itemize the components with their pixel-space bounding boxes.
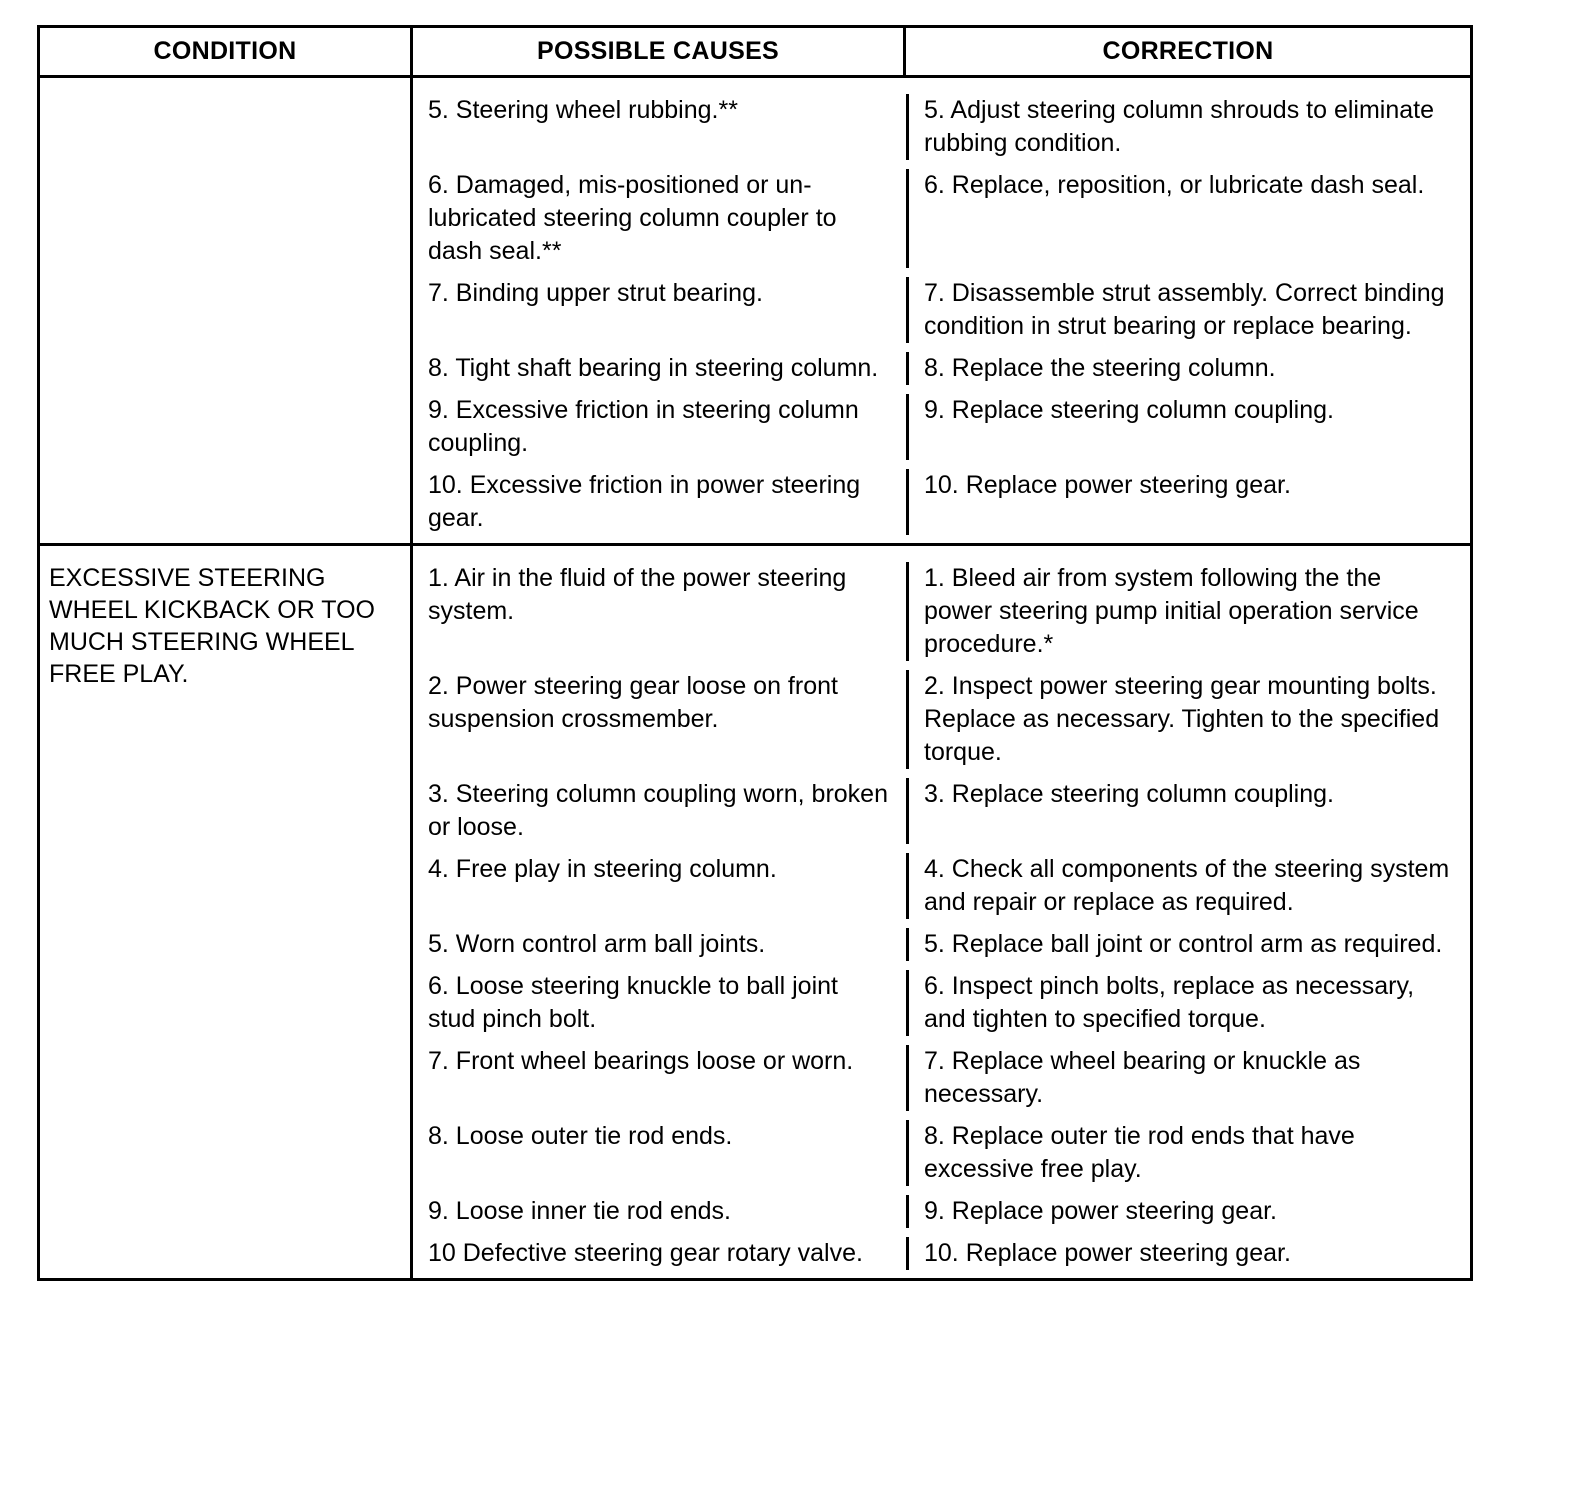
possible-cause: 2. Power steering gear loose on front suspension crossmember. — [428, 672, 838, 733]
correction: 1. Bleed air from system following the the power steering pump initial operation service procedure.* — [906, 562, 1470, 661]
table-row — [413, 1120, 1470, 1186]
possible-cause: 6. Loose steering knuckle to ball joint stud pinch bolt. — [428, 972, 838, 1033]
correction: 8. Replace the steering column. — [906, 352, 1470, 385]
table-row — [413, 928, 1470, 961]
items-cell — [410, 78, 1470, 543]
correction: 6. Inspect pinch bolts, replace as necessary, and tighten to specified torque. — [906, 970, 1470, 1036]
table-row — [413, 853, 1470, 919]
correction: 10. Replace power steering gear. — [906, 1237, 1470, 1270]
diagnosis-table — [37, 25, 1473, 1281]
correction: 7. Replace wheel bearing or knuckle as necessary. — [906, 1045, 1470, 1111]
condition-cell: EXCESSIVE STEERING WHEEL KICKBACK OR TOO MUCH STEERING WHEEL FREE PLAY. — [49, 564, 376, 688]
possible-cause: 8. Tight shaft bearing in steering column. — [428, 354, 879, 382]
table-row — [413, 469, 1470, 535]
possible-cause: 10. Excessive friction in power steering gear. — [428, 471, 861, 532]
table-section-steering-kickback — [40, 546, 1470, 1278]
correction: 10. Replace power steering gear. — [906, 469, 1470, 535]
possible-cause: 5. Worn control arm ball joints. — [428, 930, 766, 958]
possible-cause: 8. Loose outer tie rod ends. — [428, 1122, 733, 1150]
possible-cause: 7. Binding upper strut bearing. — [428, 279, 763, 307]
header-possible-causes: POSSIBLE CAUSES — [410, 28, 903, 75]
table-row — [413, 778, 1470, 844]
table-section-continued — [40, 78, 1470, 546]
possible-cause: 6. Damaged, mis-positioned or un-lubricated steering column coupler to dash seal.** — [428, 171, 837, 265]
items-cell — [410, 546, 1470, 1278]
table-row — [413, 1045, 1470, 1111]
possible-cause: 9. Excessive friction in steering column coupling. — [428, 396, 859, 457]
table-row — [413, 169, 1470, 268]
table-row — [413, 94, 1470, 160]
possible-cause: 10 Defective steering gear rotary valve. — [428, 1239, 863, 1267]
correction: 7. Disassemble strut assembly. Correct binding condition in strut bearing or replace bearing. — [906, 277, 1470, 343]
correction: 9. Replace steering column coupling. — [906, 394, 1470, 460]
possible-cause: 5. Steering wheel rubbing.** — [428, 96, 738, 124]
correction: 4. Check all components of the steering system and repair or replace as required. — [906, 853, 1470, 919]
possible-cause: 4. Free play in steering column. — [428, 855, 777, 883]
correction: 9. Replace power steering gear. — [906, 1195, 1470, 1228]
possible-cause: 3. Steering column coupling worn, broken or loose. — [428, 780, 888, 841]
possible-cause: 7. Front wheel bearings loose or worn. — [428, 1047, 854, 1075]
correction: 2. Inspect power steering gear mounting bolts. Replace as necessary. Tighten to the specified torque. — [906, 670, 1470, 769]
correction: 5. Replace ball joint or control arm as required. — [906, 928, 1470, 961]
table-row — [413, 394, 1470, 460]
header-correction: CORRECTION — [903, 28, 1470, 75]
table-row — [413, 970, 1470, 1036]
table-row — [413, 562, 1470, 661]
correction: 6. Replace, reposition, or lubricate dash seal. — [906, 169, 1470, 268]
correction: 8. Replace outer tie rod ends that have excessive free play. — [906, 1120, 1470, 1186]
header-condition: CONDITION — [153, 37, 297, 65]
condition-cell — [40, 78, 410, 543]
correction: 5. Adjust steering column shrouds to eliminate rubbing condition. — [906, 94, 1470, 160]
table-row — [413, 1237, 1470, 1270]
table-header-row — [40, 28, 1470, 78]
possible-cause: 9. Loose inner tie rod ends. — [428, 1197, 731, 1225]
possible-cause: 1. Air in the fluid of the power steering system. — [428, 564, 847, 625]
table-row — [413, 1195, 1470, 1228]
table-row — [413, 670, 1470, 769]
table-row — [413, 352, 1470, 385]
table-row — [413, 277, 1470, 343]
correction: 3. Replace steering column coupling. — [906, 778, 1470, 844]
